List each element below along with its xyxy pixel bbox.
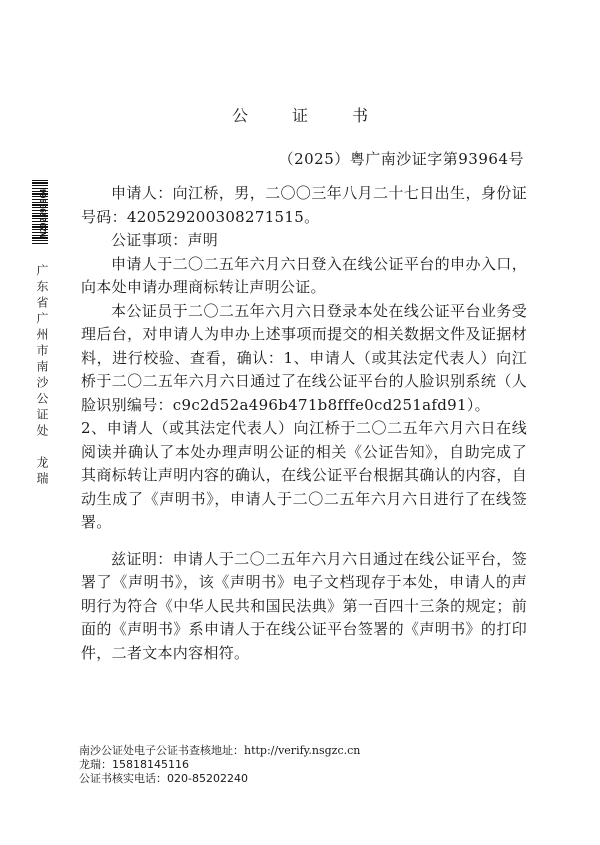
- notarial-matter: 公证事项：声明: [111, 231, 219, 249]
- document-title: 公 证 书: [231, 106, 382, 125]
- barcode-number: W202593964: [39, 188, 48, 238]
- notary-contact-line: 龙瑞：15818145116: [79, 758, 189, 771]
- side-office-notary-label: 广东省广州市南沙公证处 龙瑞: [35, 264, 49, 488]
- verify-url-link[interactable]: http://verify.nsgzc.cn: [244, 744, 361, 757]
- verify-address-line: [79, 744, 360, 758]
- certificate-body: [81, 182, 527, 665]
- footer: [79, 744, 360, 786]
- verification-phone-line: 公证书核实电话：020-85202240: [79, 772, 248, 785]
- applicant-paragraph: 申请人：向江桥，男，二〇〇三年八月二十七日出生，身份证号码：420529200308271515。: [81, 184, 527, 226]
- paragraph-confirmation: 2、申请人（或其法定代表人）向江桥于二〇二五年六月六日在线阅读并确认了本处办理声明公证的相关《公证告知》，自助完成了其商标转让声明内容的确认，在线公证平台根据其确认的内容，自动生成了《声明书》，申请人于二〇二五年六月六日进行了在线签署。: [81, 419, 527, 531]
- document-number: （2025）粤广南沙证字第93964号: [278, 150, 524, 168]
- paragraph-application: 申请人于二〇二五年六月六日登入在线公证平台的申办入口，向本处申请办理商标转让声明公证。: [81, 254, 527, 296]
- paragraph-certification: 兹证明：申请人于二〇二五年六月六日通过在线公证平台，签署了《声明书》，该《声明书》电子文档现存于本处，申请人的声明行为符合《中华人民共和国民法典》第一百四十三条的规定；前面的《声明书》系申请人于在线公证平台签署的《声明书》的打印件，二者文本内容相符。: [81, 549, 527, 662]
- verify-address-label: 南沙公证处电子公证书查核地址：: [79, 744, 244, 757]
- paragraph-verification: 本公证员于二〇二五年六月六日登录本处在线公证平台业务受理后台，对申请人为申办上述事项而提交的相关数据文件及证据材料，进行校验、查看，确认：1、申请人（或其法定代表人）向江桥于二〇二五年六月六日通过了在线公证平台的人脸识别系统（人脸识别编号：c9c2d52a496b471b8fffe0cd251afd91）。: [81, 301, 527, 414]
